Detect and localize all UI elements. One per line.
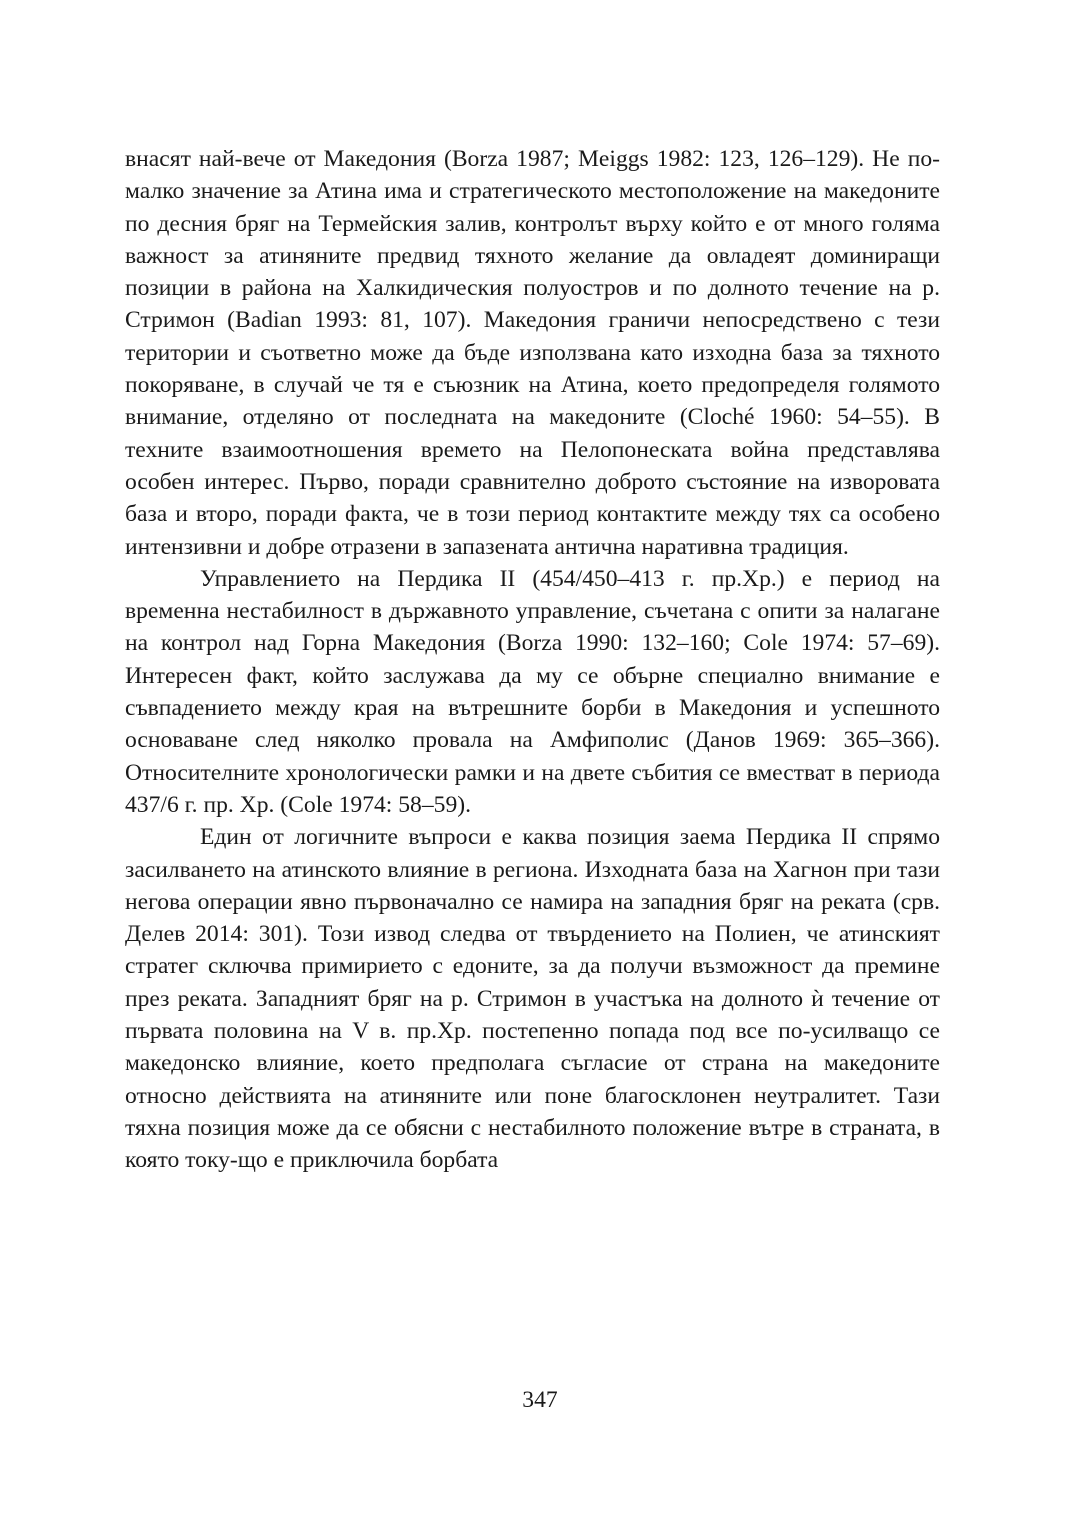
page-number: 347 xyxy=(522,1387,558,1413)
paragraph-continued: внасят най-вече от Македония (Borza 1987; Meiggs 1982: 123, 126–129). Не по-малко значение за Атина има и стратегическото местоположение на македоните по десния бряг на Термейския залив, контролът върху който е от много голяма важност за атиняните предвид тяхното желание да овладеят доминиращи позиции в района на Халкидическия полуостров и по долното течение на р. Стримон (Badian 1993: 81, 107). Македония граничи непосредствено с тези територии и съответно може да бъде използвана като изходна база за тяхното покоряване, в случай че тя е съюзник на Атина, което предопределя голямото внимание, отделяно от последната на македоните (Cloché 1960: 54–55). В техните взаимоотношения времето на Пелопонеската война представлява особен интерес. Първо, поради сравнително доброто състояние на изворовата база и второ, поради факта, че в този период контактите между тях са особено интензивни и добре отразени в запазената антична наративна традиция. xyxy=(125,146,940,560)
paragraph-perdikas-reign: Управлението на Пердика II (454/450–413 г. пр.Хр.) е период на временна нестабилност в държавното управление, съчетана с опити за налагане на контрол над Горна Македония (Borza 1990: 132–160; Cole 1974: 57–69). Интересен факт, който заслужава да му се обърне специално внимание е съвпадението между края на вътрешните борби в Македония и успешното основаване след няколко провала на Амфиполис (Данов 1969: 365–366). Относителните хронологически рамки и на двете събития се вместват в периода 437/6 г. пр. Хр. (Cole 1974: 58–59). xyxy=(125,565,940,818)
body-text xyxy=(125,143,940,1177)
paragraph-perdikas-position: Един от логичните въпроси е каква позиция заема Пердика II спрямо засилването на атинското влияние в региона. Изходната база на Хагнон при тази негова операции явно първоначално се намира на западния бряг на реката (срв. Делев 2014: 301). Този извод следва от твърдението на Полиен, че атинският стратег сключва примирието с едоните, за да получи възможност да премине през реката. Западният бряг на р. Стримон в участъка на долното ѝ течение от първата половина на V в. пр.Хр. постепенно попада под все по-усилващо се македонско влияние, което предполага съгласие от страна на македоните относно действията на атиняните или поне благосклонен неутралитет. Тази тяхна позиция може да се обясни с нестабилното положение вътре в страната, в която току-що е приключила борбата xyxy=(125,824,940,1174)
